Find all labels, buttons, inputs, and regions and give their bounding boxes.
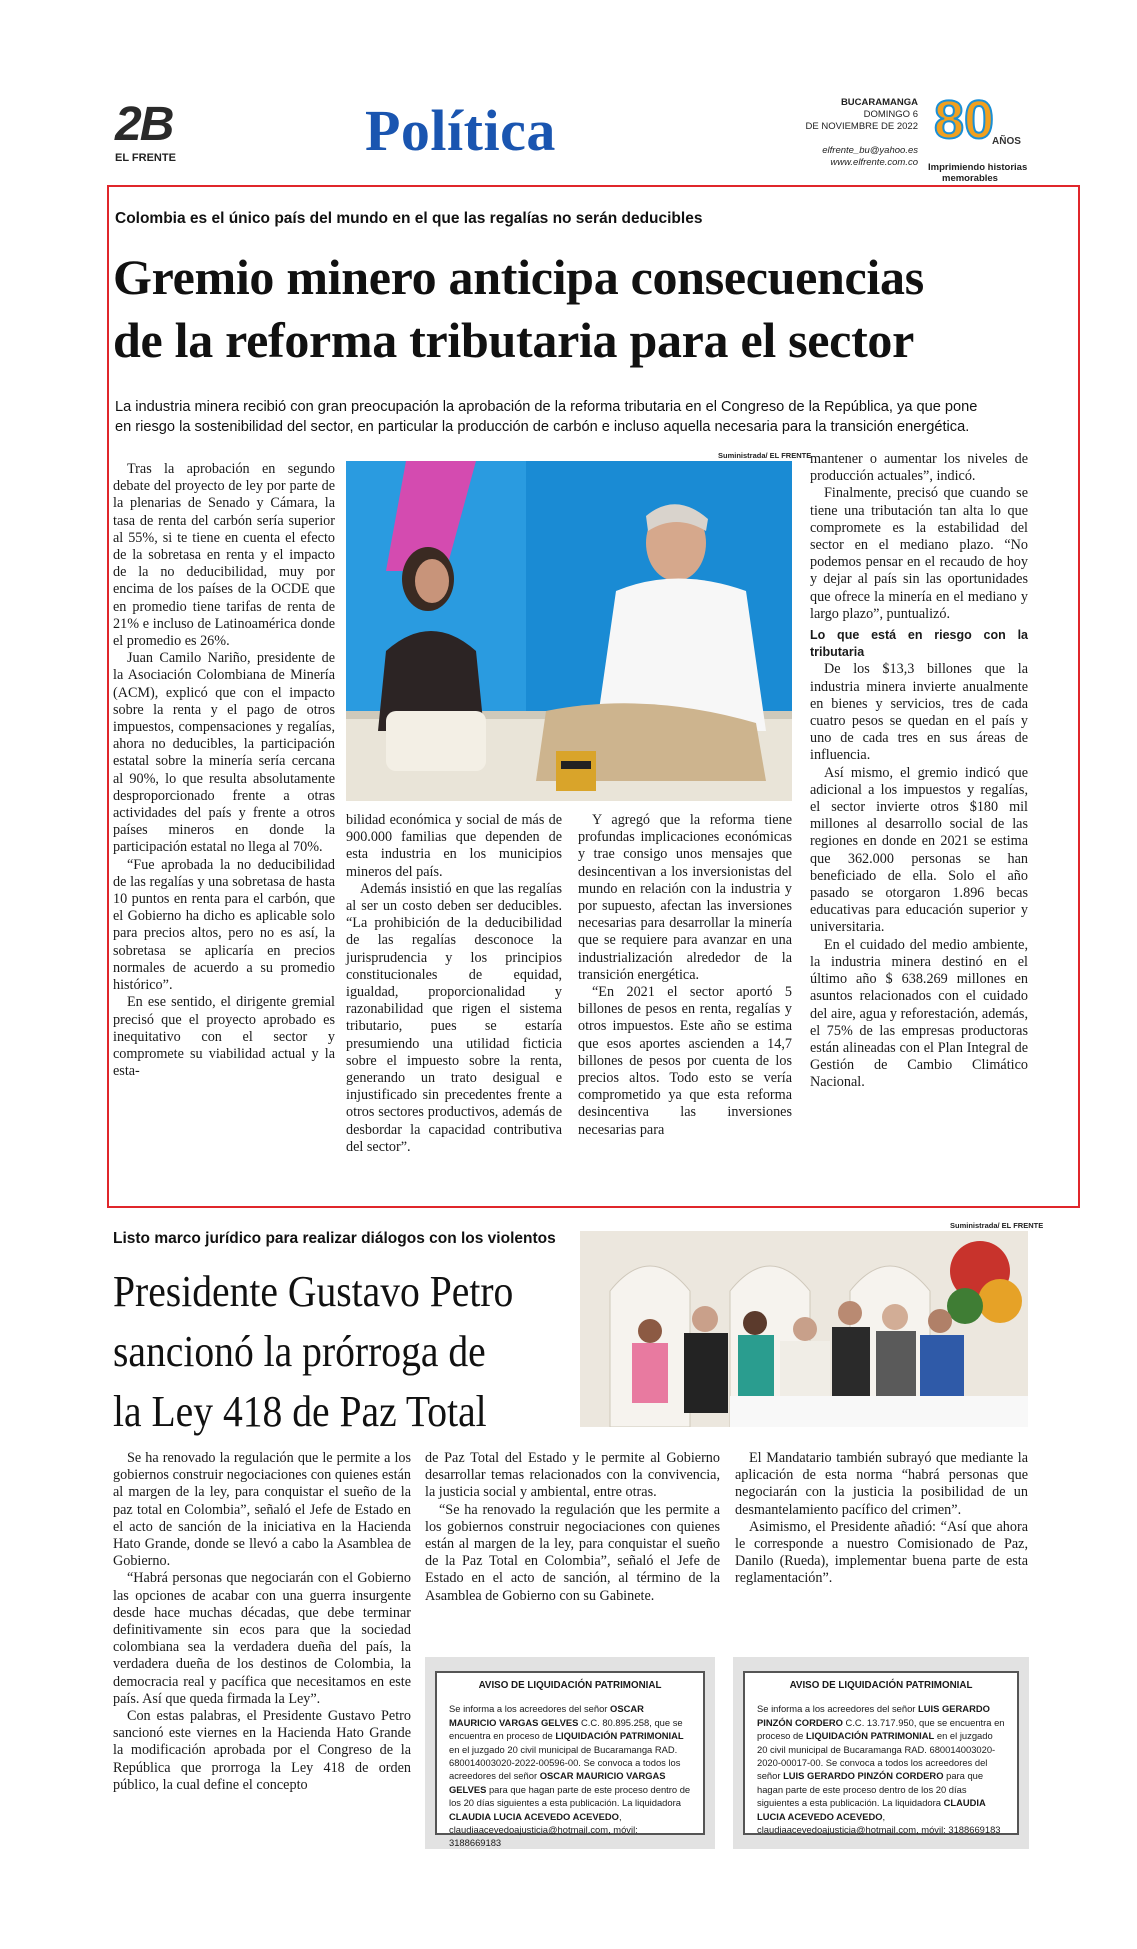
paragraph: Además insistió en que las regalías al ser un costo deben ser deducibles. “La prohibición de la deducibilidad de las regalías desconoce la jurisprudencia y los principios constitucionales de equidad, igualdad, proporcionalidad y razonabilidad que rigen el sistema tributario, pues se estaría presumiendo una utilidad ficticia sobre el impuesto sobre la renta, generando un trato desigual e injustificado sin precedentes frente a otros sectores productivos, además de desbordar la capacidad contributiva del sector”. xyxy=(346,880,562,1155)
paragraph: En el cuidado del medio ambiente, la industria minera destinó en el último año $ 638.269 millones en asuntos relacionados con el cuidado del aire, agua y reforestación, además, el 75% de las empresas productoras están alineadas con el Plan Integral de Gestión de Cambio Climático Nacional. xyxy=(810,936,1028,1091)
date-line-1: DOMINGO 6 xyxy=(863,109,918,120)
anniversary-number: 80 xyxy=(934,90,995,150)
paragraph: bilidad económica y social de más de 900.000 familias que dependen de esta industria en los municipios mineros del país. xyxy=(346,812,562,880)
paragraph: Con estas palabras, el Presidente Gustavo Petro sancionó este viernes en la Hacienda Hato Grande la modificación aprobada por el Congreso de la República que prorroga la Ley 418 de orden público, la cual define el concepto xyxy=(113,1708,411,1793)
paragraph: “Fue aprobada la no deducibilidad de las regalías y una sobretasa de hasta 10 puntos en renta para el carbón, que el Gobierno ha dicho es aplicable solo para precios altos, pero no es así, la sobretasa se aplicaría en precios normales de acuerdo a su promedio histórico”. xyxy=(113,856,335,994)
notice-frame-1 xyxy=(425,1657,715,1849)
article2-column-2 xyxy=(425,1450,720,1605)
paragraph: mantener o aumentar los niveles de producción actuales”, indicó. xyxy=(810,451,1028,485)
article2-headline-line-2: sancionó la prórroga de xyxy=(113,1327,486,1376)
article1-lead-line-2: en riesgo la sostenibilidad del sector, en particular la producción de carbón e incluso aquella necesaria para la transición energética. xyxy=(115,419,970,435)
website-link[interactable]: www.elfrente.com.co xyxy=(830,157,918,168)
paragraph: De los $13,3 billones que la industria minera invierte anualmente en bienes y servicios, tres de cada cuatro pesos se quedan en el país y uno de cada tres en sus áreas de influencia. xyxy=(810,661,1028,764)
article2-kicker: Listo marco jurídico para realizar diálogos con los violentos xyxy=(113,1230,556,1247)
article1-kicker: Colombia es el único país del mundo en el que las regalías no serán deducibles xyxy=(115,210,703,227)
date-line-2: DE NOVIEMBRE DE 2022 xyxy=(805,121,918,132)
paragraph: “En 2021 el sector aportó 5 billones de pesos en renta, regalías y otros impuestos. Este año se estima que esos aportes ascienden a 14,7 billones de pesos por cuenta de los precios altos. Todo esto se vería comprometido ya que esta reforma desincentiva las inversiones necesarias para xyxy=(578,984,792,1138)
article2-headline-line-1: Presidente Gustavo Petro xyxy=(113,1267,514,1316)
paragraph: En ese sentido, el dirigente gremial precisó que el proyecto aprobado es inequitativo con el sector y compromete su viabilidad actual y la esta- xyxy=(113,994,335,1080)
paragraph: Asimismo, el Presidente añadió: “Así que ahora le corresponde a nuestro Comisionado de Paz, Danilo (Rueda), implementar buena parte de esta reglamentación”. xyxy=(735,1518,1028,1587)
article2-photo-credit: Suministrada/ EL FRENTE xyxy=(950,1221,1044,1230)
dateline xyxy=(770,97,918,169)
paragraph: El Mandatario también subrayó que mediante la aplicación de esta norma “habrá personas que negociarán con la justicia la posibilidad de un desmantelamiento pacífico del crimen”. xyxy=(735,1450,1028,1518)
email-link[interactable]: elfrente_bu@yahoo.es xyxy=(822,145,918,156)
paragraph: “Se ha renovado la regulación que les permite a los gobiernos construir negociaciones con quienes están al margen de la ley, para conquistar el sueño de la Paz Total en Colombia”, señaló el Jefe de Estado en el acto de sanción, al término de la Asamblea de Gobierno con su Gabinete. xyxy=(425,1501,720,1604)
slogan-line-1: Imprimiendo historias xyxy=(928,162,1028,173)
article1-lead-line-1: La industria minera recibió con gran preocupación la aprobación de la reforma tributaria en el Congreso de la República, ya que pone xyxy=(115,399,978,415)
slogan-line-2: memorables xyxy=(942,173,998,181)
article1-photo-credit: Suministrada/ EL FRENTE xyxy=(718,451,812,460)
article2-column-3 xyxy=(735,1450,1028,1588)
liquidation-notice-1 xyxy=(435,1671,705,1849)
page-number: 2B xyxy=(115,98,173,151)
notice-title: AVISO DE LIQUIDACIÓN PATRIMONIAL xyxy=(789,1680,973,1691)
paper-name-small: EL FRENTE xyxy=(115,152,176,164)
section-title: Política xyxy=(365,98,556,163)
article1-column-3 xyxy=(578,812,792,1139)
paragraph: Finalmente, precisó que cuando se tiene una tributación tan alta lo que compromete es la estabilidad del sector en el mediano plazo. “No podemos pensar en el recaudo de hoy y dejar al país sin las oportunidades que ofrece la minería en el mediano y largo plazo”, puntualizó. xyxy=(810,485,1028,622)
paragraph: Juan Camilo Nariño, presidente de la Asociación Colombiana de Minería (ACM), explicó que con el impacto sobre la renta y el pago de otros impuestos, compensaciones y regalías, ahora no deducibles, la participación estatal sobre la minería sería cercana al 90%, lo que resulta absolutamente desproporcionado frente a otras actividades del país y frente a otros países mineros en donde la participación estatal no llega al 70%. xyxy=(113,650,335,856)
article2-headline-line-3: la Ley 418 de Paz Total xyxy=(113,1387,487,1436)
paragraph: Tras la aprobación en segundo debate del proyecto de ley por parte de la plenarias de Senado y Cámara, la tasa de renta del carbón sería superior al 55%, si te tiene en cuenta el efecto de la sobretasa en renta y el impacto de la no deducibilidad, muy por encima de los países de la OCDE que en promedio tiene tarifas de renta de 21% e incluso de Latinoamérica donde el promedio es 26%. xyxy=(113,461,335,650)
anniversary-word: AÑOS xyxy=(992,136,1021,147)
paragraph: Y agregó que la reforma tiene profundas implicaciones económicas y trae consigo unos mensajes que desincentivan a los inversionistas del mundo en relación con la industria y por supuesto, afectan las inversiones necesarias para desarrollar la minería que se requiere para avanzar en una industrialización alrededor de la transición energética. xyxy=(578,812,792,983)
anniversary-logo xyxy=(928,90,1048,182)
article1-column-4 xyxy=(810,451,1028,1092)
city: BUCARAMANGA xyxy=(840,97,918,108)
article1-subhead: Lo que está en riesgo con la tributaria xyxy=(810,628,1028,660)
article2-headline xyxy=(113,1262,513,1442)
article1-headline-line-1: Gremio minero anticipa consecuencias xyxy=(113,249,924,305)
notice-frame-2 xyxy=(733,1657,1029,1849)
paragraph: Se ha renovado la regulación que le permite a los gobiernos construir negociaciones con quienes están al margen de la ley, para conquistar el sueño de la paz total en Colombia”, señaló el Jefe de Estado en el acto de sanción de la iniciativa en la Hacienda Hato Grande, donde se llevó a cabo la Asamblea de Gobierno. xyxy=(113,1450,411,1570)
paragraph: Así mismo, el gremio indicó que adicional a los impuestos y regalías, el sector invierte otros $180 mil millones al desarrollo social de las regiones en donde en 2021 se estima que 362.000 personas se han beneficiado de ella. Solo el año pasado se otorgaron 1.896 becas educativas para educación superior y universitaria. xyxy=(810,764,1028,936)
article1-photo xyxy=(346,461,792,801)
article1-headline xyxy=(113,246,924,372)
notice-body: Se informa a los acreedores del señor OSCAR MAURICIO VARGAS GELVES C.C. 80.895.258, que se encuentra en proceso de LIQUIDACIÓN PATRIMONIAL en el juzgado 20 civil municipal de Bucaramanga RAD. 680014003020-2022-00596-00. Se convoca a todos los acreedores del señor OSCAR MAURICIO VARGAS GELVES para que hagan parte de este proceso dentro de los 20 días siguientes a esta publicación. La liquidadora CLAUDIA LUCIA ACEVEDO ACEVEDO, claudiaacevedoajusticia@hotmail.com, móvil: 3188669183 xyxy=(449,1703,691,1849)
article2-photo xyxy=(580,1231,1028,1427)
article1-lead xyxy=(115,397,1030,437)
liquidation-notice-2 xyxy=(743,1671,1019,1835)
article1-column-1 xyxy=(113,461,335,1080)
conference-photo-illustration xyxy=(346,461,792,801)
article1-headline-line-2: de la reforma tributaria para el sector xyxy=(113,312,915,368)
article1-column-2 xyxy=(346,812,562,1156)
notice-title: AVISO DE LIQUIDACIÓN PATRIMONIAL xyxy=(478,1680,662,1691)
article2-column-1 xyxy=(113,1450,411,1794)
signing-ceremony-illustration xyxy=(580,1231,1028,1427)
paragraph: “Habrá personas que negociarán con el Gobierno las opciones de acabar con una guerra insurgente desde hace muchas décadas, que debe terminar definitivamente sin ecos para que la sociedad colombiana sea la verdadera dueña del país, la verdadera dueña de los destinos de Colombia, la democracia real y pacífica que necesitamos en este país. Así que queda firmada la Ley”. xyxy=(113,1570,411,1707)
paragraph: de Paz Total del Estado y le permite al Gobierno desarrollar temas relacionados con la convivencia, la justicia social y ambiental, entre otras. xyxy=(425,1450,720,1501)
notice-body: Se informa a los acreedores del señor LUIS GERARDO PINZÓN CORDERO C.C. 13.717.950, que se encuentra en proceso de LIQUIDACIÓN PATRIMONIAL en el juzgado 20 civil municipal de Bucaramanga RAD. 680014003020-2020-00017-00. Se convoca a todos los acreedores del señor LUIS GERARDO PINZÓN CORDERO para que hagan parte de este proceso dentro de los 20 días siguientes a esta publicación. La liquidadora CLAUDIA LUCIA ACEVEDO ACEVEDO, claudiaacevedoajusticia@hotmail.com, móvil: 3188669183 xyxy=(757,1703,1005,1836)
masthead xyxy=(0,0,1137,185)
